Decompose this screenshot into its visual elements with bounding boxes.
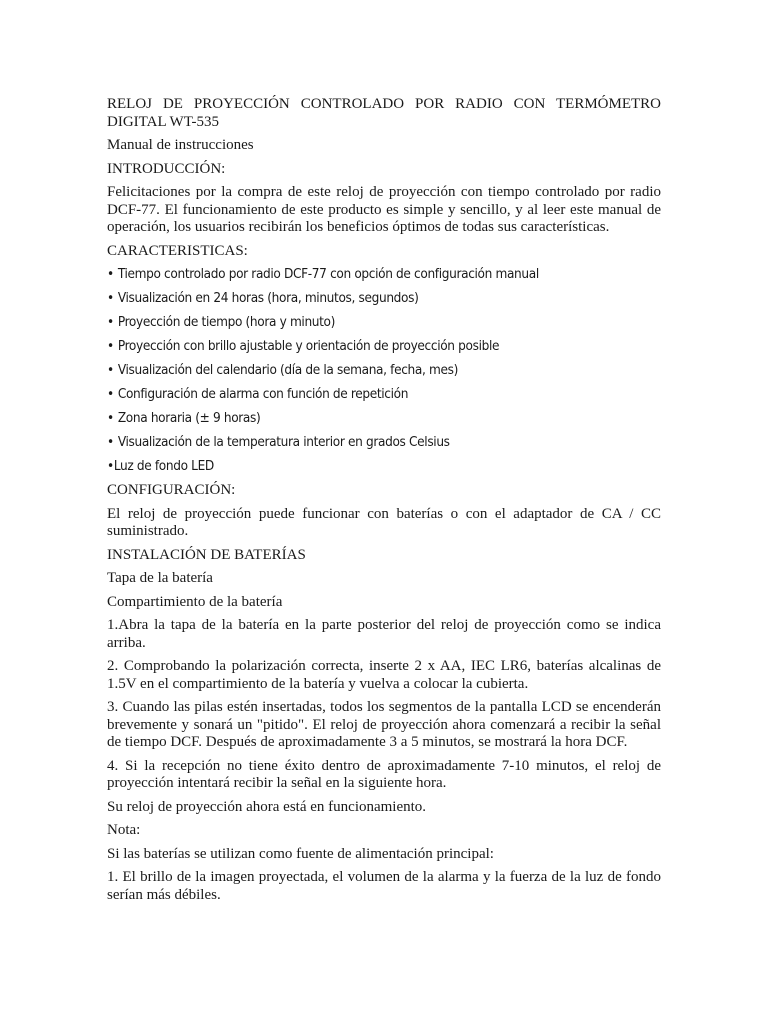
feature-item (107, 266, 661, 284)
bullet-icon: • (107, 266, 114, 282)
bullet-icon: • (107, 338, 114, 354)
document-subtitle: Manual de instrucciones (107, 137, 254, 153)
feature-item (107, 386, 661, 404)
features-list (107, 266, 661, 476)
feature-item (107, 434, 661, 452)
bullet-icon: • (107, 386, 114, 402)
bullet-icon: • (107, 290, 114, 306)
step-2: 2. Comprobando la polarización correcta, inserte 2 x AA, IEC LR6, baterías alcalinas de 1.5V en el compartimiento de la batería y vuelva a colocar la cubierta. (107, 658, 661, 692)
bullet-icon: • (107, 410, 114, 426)
bullet-icon: • (107, 362, 114, 378)
step-1: 1.Abra la tapa de la batería en la parte posterior del reloj de proyección como se indica arriba. (107, 617, 661, 651)
feature-text: Configuración de alarma con función de repetición (117, 386, 409, 402)
feature-text: Luz de fondo LED (113, 458, 214, 474)
feature-item (107, 290, 661, 308)
feature-text: Visualización del calendario (día de la semana, fecha, mes) (117, 362, 458, 378)
feature-text: Proyección con brillo ajustable y orientación de proyección posible (117, 338, 500, 354)
bullet-icon: • (107, 434, 114, 450)
battery-compartment-label: Compartimiento de la batería (107, 593, 283, 610)
feature-text: Proyección de tiempo (hora y minuto) (117, 314, 336, 330)
note-item-1: 1. El brillo de la imagen proyectada, el volumen de la alarma y la fuerza de la luz de fondo serían más débiles. (107, 869, 661, 903)
feature-item (107, 338, 661, 356)
config-heading: CONFIGURACIÓN: (107, 482, 236, 498)
feature-text: Tiempo controlado por radio DCF-77 con opción de configuración manual (117, 266, 539, 282)
battery-cover-label: Tapa de la batería (107, 570, 213, 586)
feature-text: Zona horaria (± 9 horas) (117, 410, 261, 426)
document-title: RELOJ DE PROYECCIÓN CONTROLADO POR RADIO CON TERMÓMETRO DIGITAL WT-535 (107, 96, 661, 130)
feature-item (107, 362, 661, 380)
note-heading: Nota: (107, 822, 141, 838)
feature-item (107, 410, 661, 428)
step-4: 4. Si la recepción no tiene éxito dentro de aproximadamente 7-10 minutos, el reloj de proyección intentará recibir la señal en la siguiente hora. (107, 757, 661, 791)
operating-text: Su reloj de proyección ahora está en funcionamiento. (107, 798, 427, 815)
intro-heading: INTRODUCCIÓN: (107, 160, 226, 177)
bullet-icon: • (107, 314, 114, 330)
feature-item (107, 314, 661, 332)
feature-text: Visualización de la temperatura interior en grados Celsius (117, 434, 450, 450)
config-paragraph: El reloj de proyección puede funcionar con baterías o con el adaptador de CA / CC suministrado. (107, 505, 661, 539)
intro-paragraph: Felicitaciones por la compra de este reloj de proyección con tiempo controlado por radio DCF-77. El funcionamiento de este producto es simple y sencillo, y al leer este manual de operación, los usuarios recibirán los beneficios óptimos de todas sus características. (107, 184, 661, 235)
bullet-icon: • (107, 458, 114, 474)
note-intro: Si las baterías se utilizan como fuente de alimentación principal: (107, 845, 494, 862)
feature-item (107, 458, 661, 476)
battery-heading: INSTALACIÓN DE BATERÍAS (107, 546, 306, 563)
features-heading: CARACTERISTICAS: (107, 242, 248, 259)
document-page (107, 96, 661, 910)
step-3: 3. Cuando las pilas estén insertadas, todos los segmentos de la pantalla LCD se encenderán brevemente y sonará un "pitido". El reloj de proyección ahora comenzará a recibir la señal de tiempo DCF. Después de aproximadamente 3 a 5 minutos, se mostrará la hora DCF. (107, 699, 661, 750)
feature-text: Visualización en 24 horas (hora, minutos, segundos) (117, 290, 419, 306)
